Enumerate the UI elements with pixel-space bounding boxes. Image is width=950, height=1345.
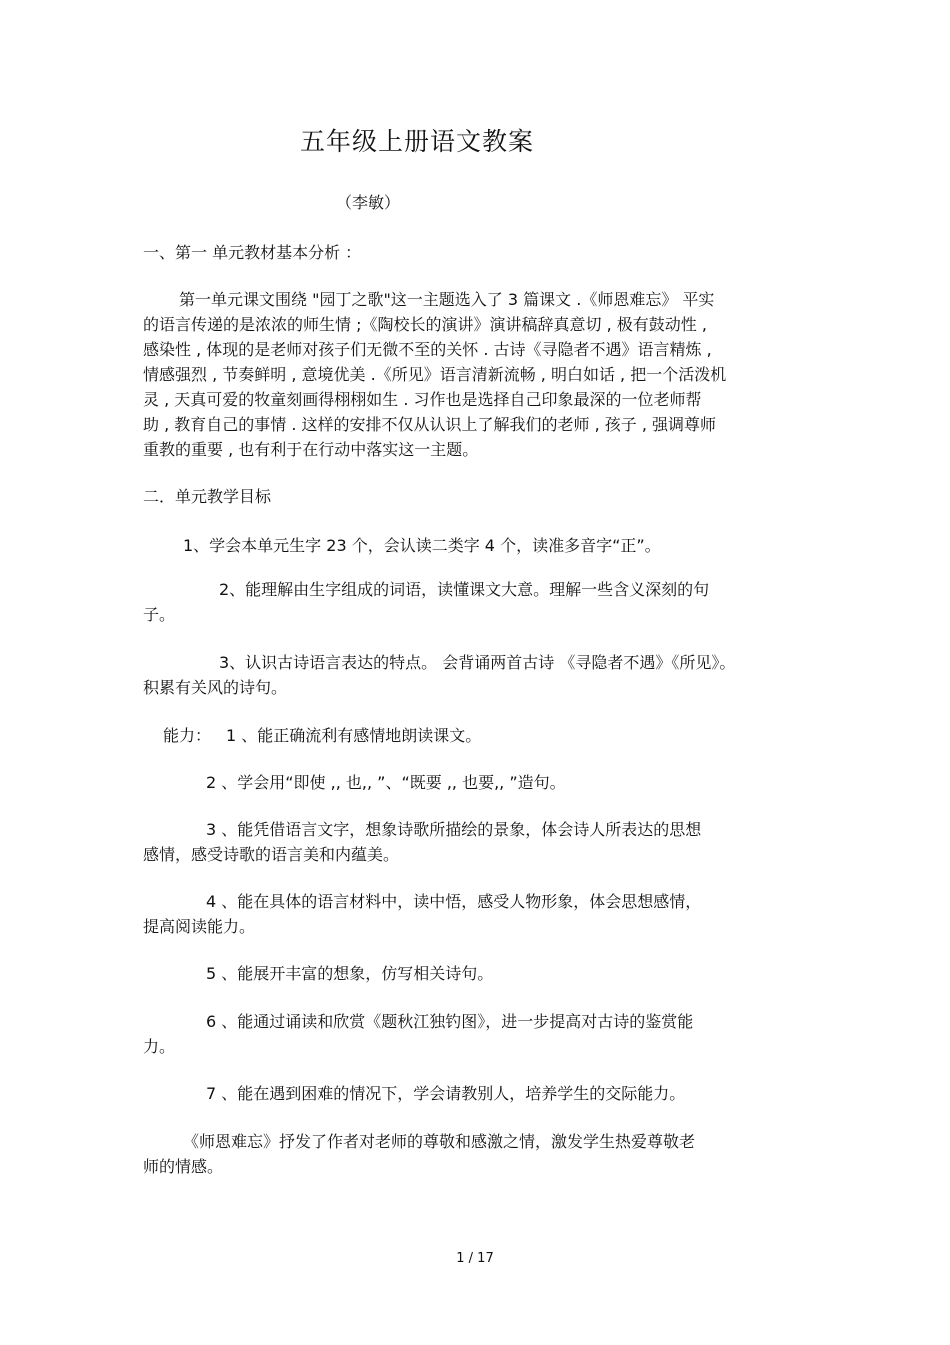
ability-5: 5 、能展开丰富的想象，仿写相关诗句。	[206, 964, 494, 983]
paragraph-line: 的语言传递的是浓浓的师生情 ;《陶校长的演讲》演讲稿辞真意切 , 极有鼓动性 ,	[143, 315, 707, 334]
ability-line: 力。	[143, 1037, 176, 1056]
document-title: 五年级上册语文教案	[300, 127, 535, 156]
ability-3	[143, 817, 813, 867]
ability-line: 3 、能凭借语言文字，想象诗歌所描绘的景象，体会诗人所表达的思想	[206, 820, 702, 839]
paragraph-line: 情感强烈 , 节奏鲜明 , 意境优美 .《所见》语言清新流畅 , 明白如话 , 把一个活泼机	[143, 365, 727, 384]
goal-line: 2、能理解由生字组成的词语，读懂课文大意。理解一些含义深刻的句	[219, 580, 710, 599]
ability-label: 能力：	[163, 726, 212, 745]
goal-line: 3、认识古诗语言表达的特点。 会背诵两首古诗 《寻隐者不遇》《所见》。	[219, 653, 736, 672]
paragraph-line: 第一单元课文围绕 "园丁之歌"这一主题选入了 3 篇课文 .《师恩难忘》 平实	[179, 290, 715, 309]
ability-line: 6 、能通过诵读和欣赏《题秋江独钓图》，进一步提高对古诗的鉴赏能	[206, 1012, 694, 1031]
section1-heading: 一、第一 单元教材基本分析 ：	[143, 243, 362, 262]
ability-2: 2 、学会用“即使 ,, 也,, ”、“既要 ,, 也要,, ”造句。	[206, 773, 566, 792]
paragraph-line: 重教的重要 , 也有利于在行动中落实这一主题。	[143, 440, 479, 459]
paragraph-line: 灵 , 天真可爱的牧童刻画得栩栩如生 . 习作也是选择自己印象最深的一位老师帮	[143, 390, 702, 409]
ability-line: 感情，感受诗歌的语言美和内蕴美。	[143, 845, 400, 864]
ability-6	[143, 1009, 813, 1059]
ability-line: 4 、能在具体的语言材料中，读中悟，感受人物形象，体会思想感情，	[206, 892, 702, 911]
goal-3	[143, 650, 813, 700]
ability-1: 1 、能正确流利有感情地朗读课文。	[226, 726, 482, 745]
closing-line: 《师恩难忘》抒发了作者对老师的尊敬和感激之情，激发学生热爱尊敬老	[183, 1132, 696, 1151]
author-name: （李敏）	[336, 193, 401, 212]
closing-paragraph	[143, 1129, 813, 1179]
goal-2	[143, 577, 813, 627]
section2-heading: 二．单元教学目标	[143, 487, 272, 506]
goal-1: 1、学会本单元生字 23 个，会认读二类字 4 个，读准多音字“正”。	[183, 536, 661, 555]
goal-line: 子。	[143, 605, 176, 624]
ability-4	[143, 889, 813, 939]
section1-paragraph	[143, 287, 813, 462]
closing-line: 师的情感。	[143, 1157, 224, 1176]
paragraph-line: 助 , 教育自己的事情 . 这样的安排不仅从认识上了解我们的老师 , 孩子 , 强调尊师	[143, 415, 717, 434]
page-number: 1 / 17	[456, 1251, 494, 1266]
paragraph-line: 感染性 , 体现的是老师对孩子们无微不至的关怀 . 古诗《寻隐者不遇》语言精炼 ,	[143, 340, 712, 359]
goal-line: 积累有关风的诗句。	[143, 678, 288, 697]
ability-line: 提高阅读能力。	[143, 917, 256, 936]
ability-7: 7 、能在遇到困难的情况下，学会请教别人，培养学生的交际能力。	[206, 1084, 686, 1103]
